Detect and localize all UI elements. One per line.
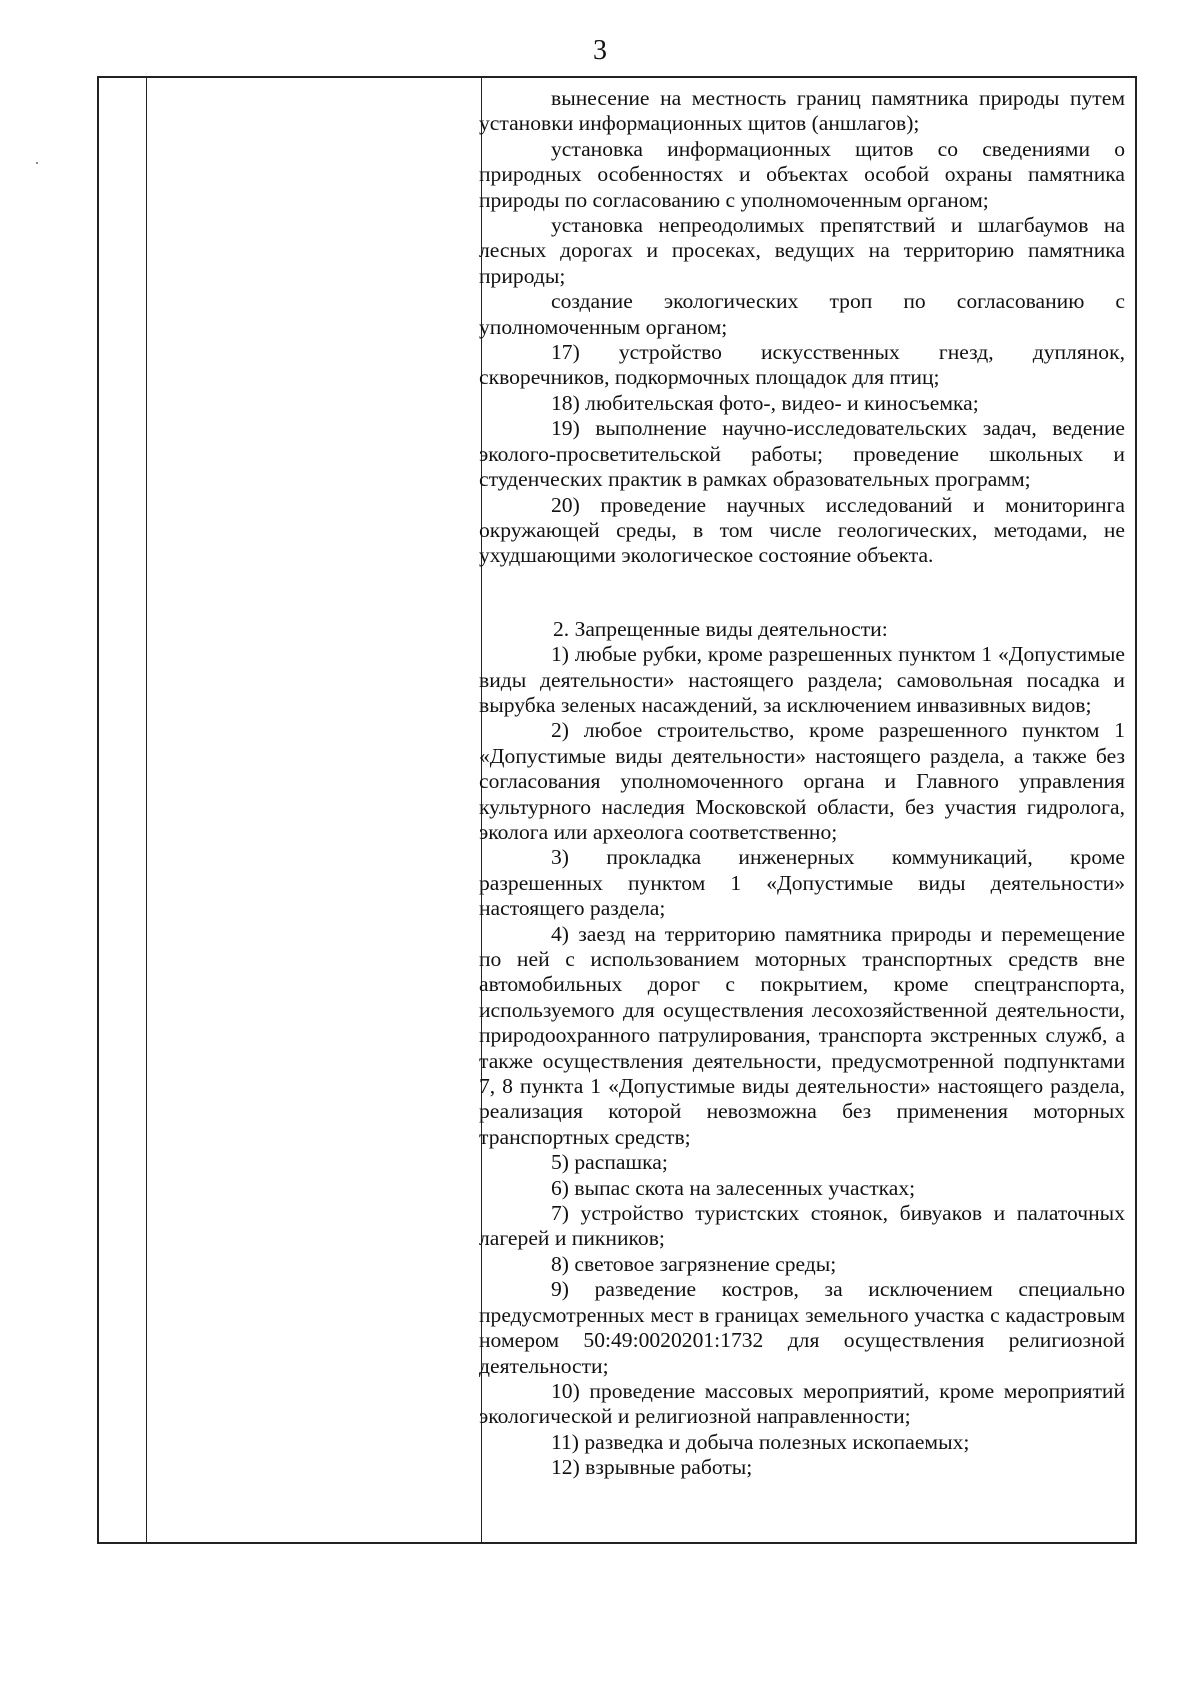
prohibited-item: 7) устройство туристских стоянок, бивуаков и палаточных лагерей и пикников;	[479, 1201, 1125, 1251]
prohibited-item: 11) разведка и добыча полезных ископаемых;	[551, 1429, 970, 1454]
permitted-item: 20) проведение научных исследований и мониторинга окружающей среды, в том числе геологических, методами, не ухудшающими экологическое состояние объекта.	[479, 492, 1125, 568]
permitted-item: 17) устройство искусственных гнезд, дуплянок, скворечников, подкормочных площадок для птиц;	[479, 340, 1125, 390]
permitted-item: 18) любительская фото-, видео- и киносъемка;	[551, 390, 979, 415]
permitted-item: установка непреодолимых препятствий и шлагбаумов на лесных дорогах и просеках, ведущих на территорию памятника природы;	[479, 213, 1125, 288]
prohibited-section-title: 2. Запрещенные виды деятельности:	[553, 616, 888, 641]
prohibited-item: 2) любое строительство, кроме разрешенного пунктом 1 «Допустимые виды деятельности» настоящего раздела, а также без согласования уполномоченного органа и Главного управления культурного наследия Московской области, без участия гидролога, эколога или археолога соответственно;	[479, 718, 1125, 844]
permitted-item: вынесение на местность границ памятника природы путем установки информационных щитов (аншлагов);	[479, 86, 1125, 136]
prohibited-item: 10) проведение массовых мероприятий, кроме мероприятий экологической и религиозной направленности;	[479, 1378, 1125, 1429]
column-divider-1	[146, 78, 147, 1542]
prohibited-item: 6) выпас скота на залесенных участках;	[551, 1175, 916, 1200]
permitted-item: создание экологических троп по согласованию с уполномоченным органом;	[479, 289, 1125, 339]
prohibited-item: 9) разведение костров, за исключением специально предусмотренных мест в границах земельного участка с кадастровым номером 50:49:0020201:1732 для осуществления религиозной деятельности;	[479, 1277, 1125, 1378]
prohibited-item: 8) световое загрязнение среды;	[551, 1251, 837, 1276]
prohibited-item: 12) взрывные работы;	[551, 1455, 753, 1480]
page-number: 3	[593, 35, 607, 66]
scan-speck	[36, 162, 38, 164]
prohibited-item: 5) распашка;	[551, 1150, 668, 1175]
prohibited-item: 4) заезд на территорию памятника природы и перемещение по ней с использованием моторных транспортных средств вне автомобильных дорог с покрытием, кроме спецтранспорта, используемого для осуществления лесохозяйственной деятельности, природоохранного патрулирования, транспорта экстренных служб, а также осуществления деятельности, предусмотренной подпунктами 7, 8 пункта 1 «Допустимые виды деятельности» настоящего раздела, реализация которой невозможна без применения моторных транспортных средств;	[479, 921, 1125, 1149]
prohibited-item: 3) прокладка инженерных коммуникаций, кроме разрешенных пунктом 1 «Допустимые виды деятельности» настоящего раздела;	[479, 845, 1125, 921]
section-gap	[479, 569, 1125, 615]
permitted-item: установка информационных щитов со сведениями о природных особенностях и объектах особой охраны памятника природы по согласованию с уполномоченным органом;	[479, 136, 1125, 212]
prohibited-item: 1) любые рубки, кроме разрешенных пунктом 1 «Допустимые виды деятельности» настоящего раздела; самовольная посадка и вырубка зеленых насаждений, за исключением инвазивных видов;	[479, 642, 1125, 717]
regulation-text-cell	[479, 86, 1125, 1481]
permitted-item: 19) выполнение научно-исследовательских задач, ведение эколого-просветительской работы; проведение школьных и студенческих практик в рамках образовательных программ;	[479, 416, 1125, 492]
